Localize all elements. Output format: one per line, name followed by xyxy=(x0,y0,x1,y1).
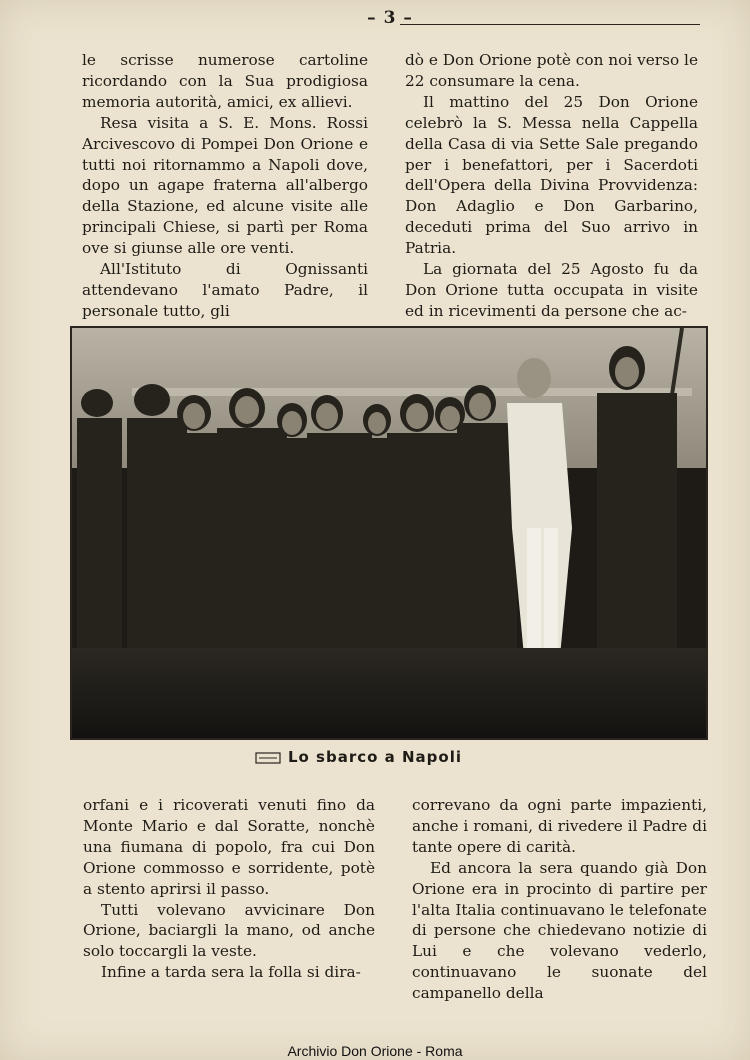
paragraph: orfani e i ricoverati venuti fino da Monte Mario e dal Soratte, nonchè una fiumana di popolo, fra cui Don Orione commosso e sorridente, potè a stento aprirsi il passo. xyxy=(83,796,375,898)
page-number: – 3 – xyxy=(367,8,413,28)
text-column-bottom-left xyxy=(83,795,375,983)
text-column-top-right xyxy=(405,50,698,322)
photo-caption: Lo sbarco a Napoli xyxy=(287,748,463,766)
paragraph: le scrisse numerose cartoline ricordando con la Sua prodigiosa memoria autorità, amici, ex allievi. xyxy=(82,51,368,111)
paragraph: Tutti volevano avvicinare Don Orione, baciargli la mano, od anche solo toccargli la veste. xyxy=(83,900,375,961)
text-column-top-left xyxy=(82,50,368,322)
paragraph: Infine a tarda sera la folla si dira- xyxy=(101,963,361,982)
paragraph: Resa visita a S. E. Mons. Rossi Arcivescovo di Pompei Don Orione e tutti noi ritornammo a Napoli dove, dopo un agape fraterna all'albergo della Stazione, ed alcune visite alle principali Chiese, si partì per Roma ove si giunse alle ore venti. xyxy=(82,113,368,258)
header-rule xyxy=(400,24,700,25)
archive-footer: Archivio Don Orione - Roma xyxy=(287,1043,463,1059)
paragraph: La giornata del 25 Agosto fu da Don Orione tutta occupata in visite ed in ricevimenti da persone che ac- xyxy=(405,260,698,320)
paragraph: Il mattino del 25 Don Orione celebrò la S. Messa nella Cappella della Casa di via Sette Sale pregando per i benefattori, per i Sacerdoti dell'Opera della Divina Provvidenza: Don Adaglio e Don Garbarino, deceduti prima del Suo arrivo in Patria. xyxy=(405,92,698,258)
group-photograph xyxy=(70,326,708,740)
paragraph: Ed ancora la sera quando già Don Orione era in procinto di partire per l'alta Italia continuavano le telefonate di persone che chiedevano notizie di Lui e che volevano vederlo, continuavano le suonate del campanello della xyxy=(412,858,707,1003)
paragraph: dò e Don Orione potè con noi verso le 22 consumare la cena. xyxy=(405,51,698,90)
paragraph: All'Istituto di Ognissanti attendevano l'amato Padre, il personale tutto, gli xyxy=(82,260,368,320)
paragraph: correvano da ogni parte impazienti, anche i romani, di rivedere il Padre di tante opere di carità. xyxy=(412,796,707,856)
photo-deck xyxy=(72,648,706,738)
text-column-bottom-right xyxy=(412,795,707,1004)
